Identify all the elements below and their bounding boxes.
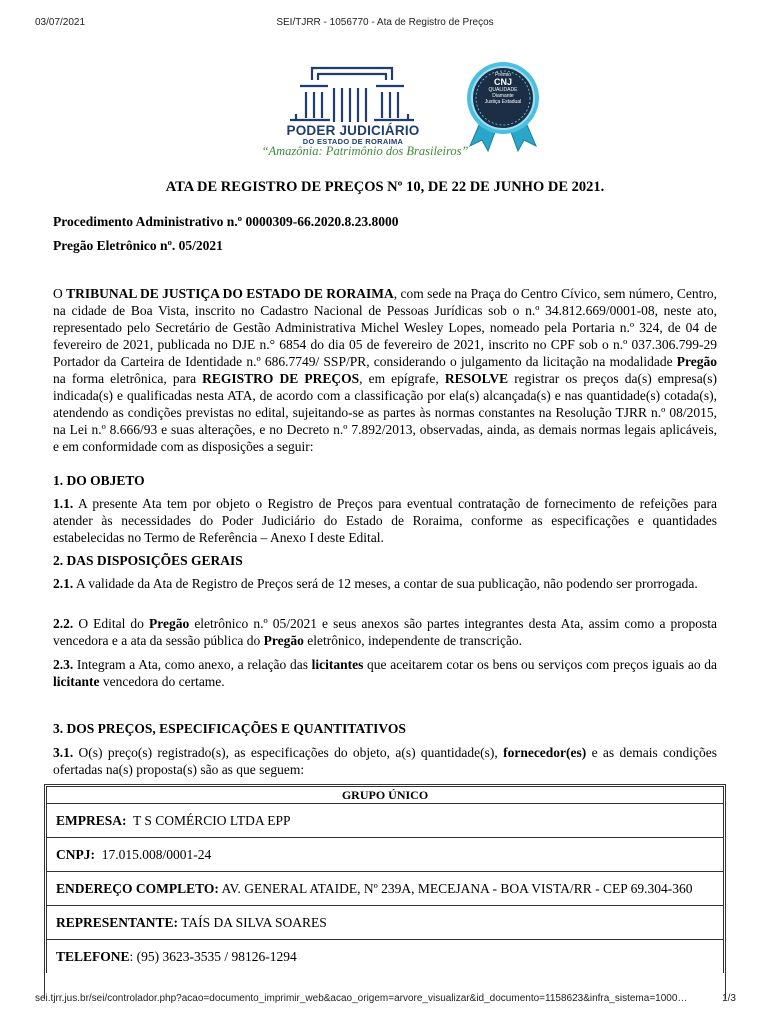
print-url: sei.tjrr.jus.br/sei/controlador.php?acao=documento_imprimir_web&acao_origem=arvore_visualizar&id_documento=1158623&infra_sistema=1000…	[35, 993, 688, 1004]
print-footer	[0, 993, 770, 1007]
clause-text: eletrônico n.º 05/2021 e seus anexos são partes integrantes desta Ata, assim como a proposta vencedora e a ata da sessão pública do	[53, 616, 717, 648]
field-value: : (95) 3623-3535 / 98126-1294	[129, 949, 297, 964]
clause-text: A presente Ata tem por objeto o Registro de Preços para eventual contratação de fornecimento de refeições para atender às necessidades do Poder Judiciário do Estado de Roraima, conforme as especificações e quantidades estabelecidas no Termo de Referência – Anexo I deste Edital.	[53, 496, 717, 545]
section-heading: 1. DO OBJETO	[53, 473, 145, 488]
institution-logo	[261, 60, 540, 170]
procedimento-text: Procedimento Administrativo n.º 0000309-66.2020.8.23.8000	[53, 214, 399, 229]
table-row	[47, 838, 724, 872]
intro-bold: Pregão	[676, 354, 717, 369]
field-label: CNPJ:	[56, 847, 95, 862]
section-2-heading	[53, 552, 717, 569]
clause-number: 2.3.	[53, 657, 74, 672]
group-header: GRUPO ÚNICO	[47, 787, 724, 804]
empresa-cell	[47, 804, 724, 838]
org-subtitle: DO ESTADO DE RORAIMA	[302, 137, 404, 146]
endereco-cell	[47, 872, 724, 906]
procedimento-line	[53, 213, 717, 230]
field-label: TELEFONE	[56, 949, 130, 964]
table-row	[47, 787, 724, 804]
institution-motto: “Amazônia: Patrimônio dos Brasileiros”	[261, 144, 469, 158]
section-1-heading	[53, 472, 717, 489]
seal-text	[475, 72, 531, 105]
pregao-line	[53, 237, 717, 254]
intro-text: registrar os preços da(s) empresa(s) indicada(s) e qualificadas nesta ATA, de acordo com a classificação por ela(s) alcançada(s) e nas quantidade(s) cotada(s), atendendo as condições previstas no edital, sujeitando-se as partes às normas constantes na Resolução TJRR n.º 08/2015, na Lei n.º 8.666/93 e suas alterações, e no Decreto n.º 7.892/2013, observadas, ainda, as demais normas legais aplicáveis, e em conformidade com as disposições a seguir:	[53, 371, 718, 454]
courthouse-logo-icon	[282, 66, 422, 124]
clause-number: 2.1.	[53, 576, 74, 591]
clause-text: e as demais condições ofertadas na(s) proposta(s) são as que seguem:	[53, 745, 717, 777]
section-heading: 2. DAS DISPOSIÇÕES GERAIS	[53, 553, 243, 568]
clause-text: A validade da Ata de Registro de Preços será de 12 meses, a contar de sua publicação, não podendo ser prorrogada.	[73, 576, 698, 591]
clause-bold: licitantes	[311, 657, 364, 672]
intro-bold: RESOLVE	[444, 371, 509, 386]
print-header	[0, 17, 770, 31]
print-page-title: SEI/TJRR - 1056770 - Ata de Registro de Preços	[276, 17, 494, 28]
clause-2-1	[53, 575, 717, 592]
field-value: 17.015.008/0001-24	[95, 847, 212, 862]
clause-text: O Edital do	[73, 616, 149, 631]
supplier-table	[46, 786, 724, 973]
telefone-cell	[47, 940, 724, 974]
intro-text: na forma eletrônica, para	[53, 371, 203, 386]
intro-text: , com sede na Praça do Centro Cívico, sem número, Centro, na cidade de Boa Vista, inscrito no Cadastro Nacional de Pessoas Jurídicas sob o n.º 34.812.669/0001-08, neste ato, representado pelo Secretário de Gestão Administrativa Michel Wesley Lopes, nomeado pela Portaria n.º 324, de 04 de fevereiro de 2021, publicada no DJE n.° 6854 do dia 05 de fevereiro de 2021, inscrito no CPF sob o n.º 037.306.799-29 Portador da Carteira de Identidade n.º 686.7749/ SSP/PR, considerando o julgamento da licitação na modalidade	[53, 286, 718, 369]
field-label: ENDEREÇO COMPLETO:	[56, 881, 219, 896]
clause-text: O(s) preço(s) registrado(s), as especificações do objeto, a(s) quantidade(s),	[73, 745, 504, 760]
org-name: PODER JUDICIÁRIO	[286, 123, 420, 138]
clause-text: que aceitarem cotar os bens ou serviços com preços iguais ao da	[363, 657, 717, 672]
field-value: T S COMÉRCIO LTDA EPP	[126, 813, 291, 828]
print-page-number: 1/3	[722, 993, 736, 1004]
representante-cell	[47, 906, 724, 940]
intro-bold: TRIBUNAL DE JUSTIÇA DO ESTADO DE RORAIMA	[66, 286, 394, 301]
section-heading: 3. DOS PREÇOS, ESPECIFICAÇÕES E QUANTITATIVOS	[53, 721, 406, 736]
intro-bold: REGISTRO DE PREÇOS	[202, 371, 360, 386]
seal-line-1: Prêmio	[495, 72, 511, 78]
clause-1-1	[53, 495, 717, 546]
seal-line-4: Justiça Estadual	[484, 99, 522, 105]
field-value: TAÍS DA SILVA SOARES	[178, 915, 327, 930]
print-date: 03/07/2021	[35, 17, 86, 28]
seal-line-3: Diamante	[492, 93, 514, 99]
clause-bold: Pregão	[263, 633, 304, 648]
clause-number: 1.1.	[53, 496, 74, 511]
clause-number: 2.2.	[53, 616, 74, 631]
field-label: REPRESENTANTE:	[56, 915, 179, 930]
table-row	[47, 940, 724, 974]
clause-text: eletrônico, independente de transcrição.	[303, 633, 523, 648]
seal-big-text: CNJ	[493, 77, 512, 87]
table-row	[47, 872, 724, 906]
clause-text: Integram a Ata, como anexo, a relação das	[73, 657, 312, 672]
seal-line-2: QUALIDADE	[488, 87, 518, 93]
clause-2-2	[53, 615, 717, 649]
intro-paragraph	[53, 285, 717, 455]
section-3-heading	[53, 720, 717, 737]
pregao-text: Pregão Eletrônico nº. 05/2021	[53, 238, 223, 253]
intro-text: , em epígrafe,	[359, 371, 445, 386]
clause-3-1	[53, 744, 717, 778]
field-value: AV. GENERAL ATAIDE, Nº 239A, MECEJANA - BOA VISTA/RR - CEP 69.304-360	[218, 881, 693, 896]
table-row	[47, 804, 724, 838]
table-row	[47, 906, 724, 940]
document-title: ATA DE REGISTRO DE PREÇOS Nº 10, DE 22 DE JUNHO DE 2021.	[165, 179, 605, 195]
cnpj-cell	[47, 838, 724, 872]
clause-bold: Pregão	[149, 616, 190, 631]
intro-text: O	[53, 286, 67, 301]
field-label: EMPRESA:	[56, 813, 127, 828]
clause-number: 3.1.	[53, 745, 74, 760]
clause-text: vencedora do certame.	[99, 674, 225, 689]
clause-bold: licitante	[53, 674, 100, 689]
clause-2-3	[53, 656, 717, 690]
clause-bold: fornecedor(es)	[503, 745, 587, 760]
